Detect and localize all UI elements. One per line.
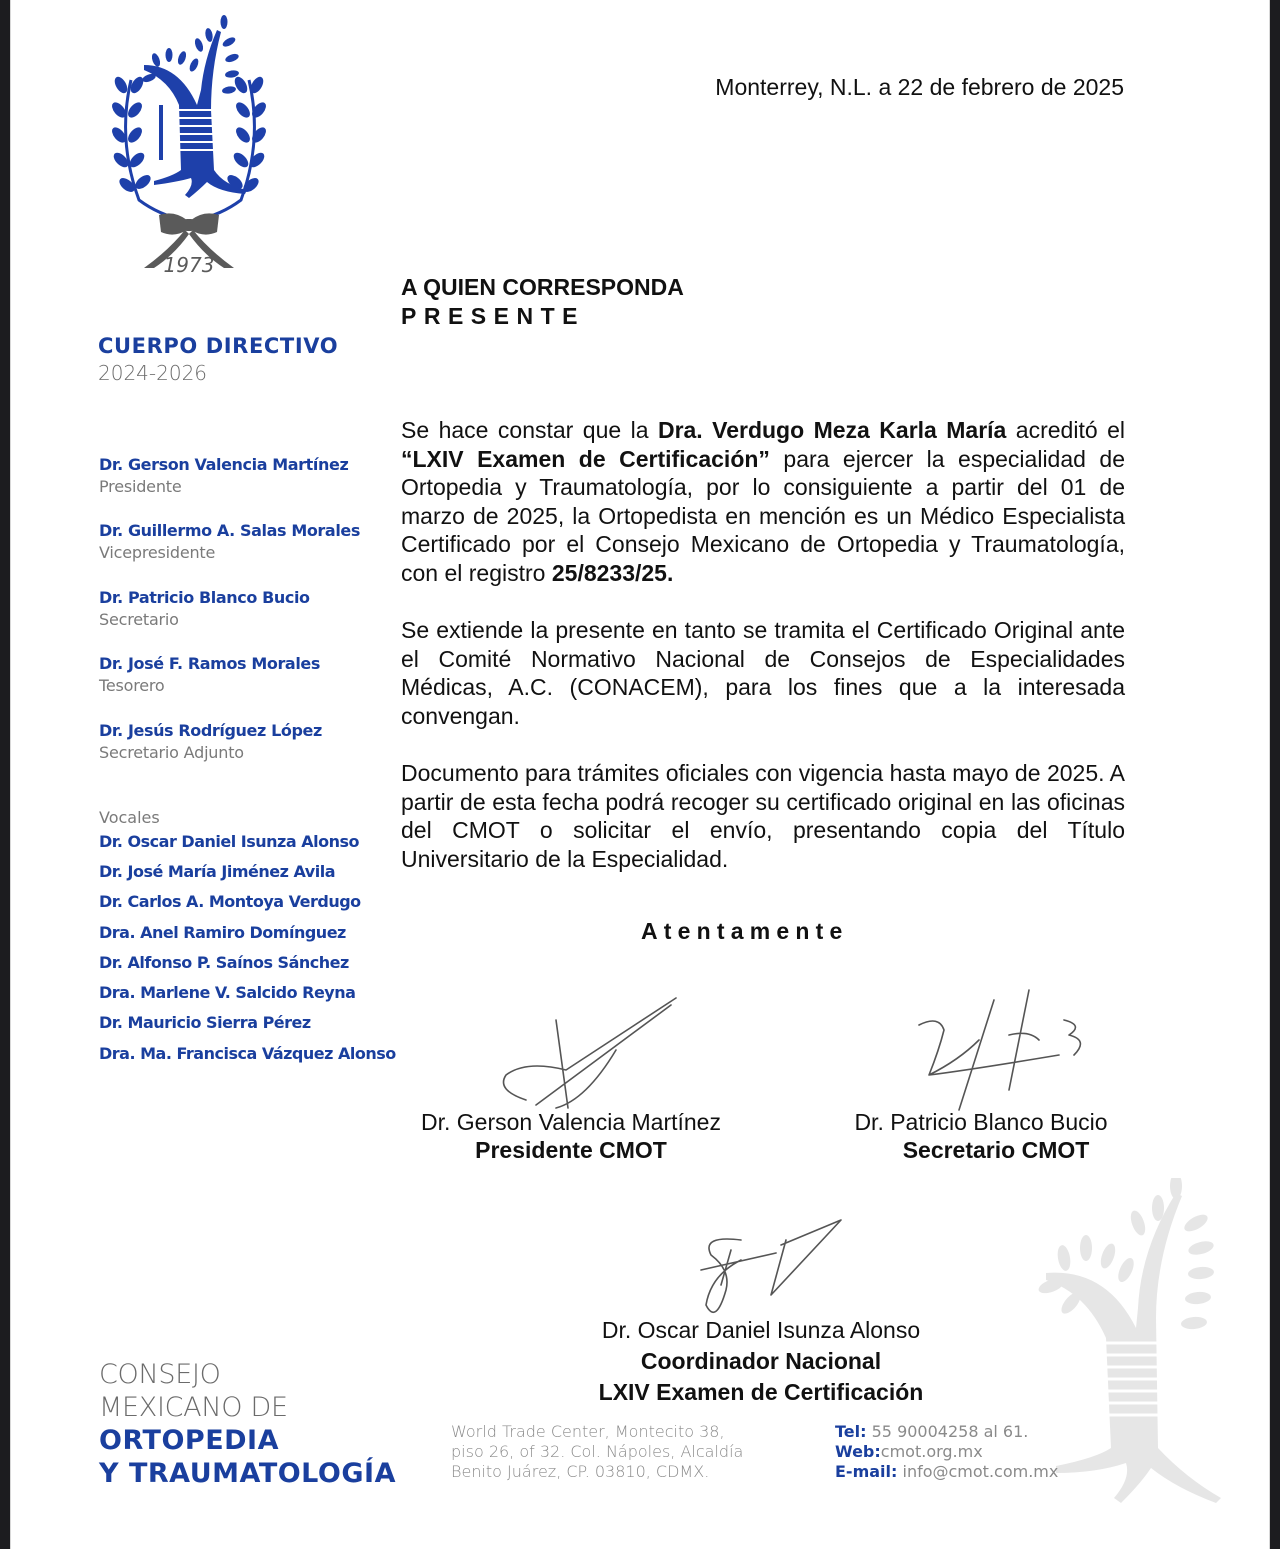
org-name-line3: ORTOPEDIA xyxy=(99,1425,279,1456)
signatory-title: Presidente CMOT xyxy=(475,1137,667,1163)
officer-name: Dr. José F. Ramos Morales xyxy=(99,654,320,673)
org-name-line4: Y TRAUMATOLOGÍA xyxy=(99,1458,396,1489)
vocal-name: Dr. Mauricio Sierra Pérez xyxy=(99,1013,311,1032)
email-label: E-mail: xyxy=(835,1462,898,1481)
contact-web xyxy=(835,1442,1058,1462)
org-name-line2: MEXICANO DE xyxy=(99,1392,288,1423)
officer-name: Dr. Guillermo A. Salas Morales xyxy=(99,521,360,540)
paragraph-text: acreditó el xyxy=(1006,417,1125,443)
address-line: piso 26, of 32. Col. Nápoles, Alcaldía xyxy=(451,1442,744,1461)
signature-coordinator-icon xyxy=(681,1215,861,1325)
board-period: 2024-2026 xyxy=(98,361,208,385)
email-value[interactable]: info@cmot.com.mx xyxy=(897,1462,1059,1481)
tel-value: 55 90004258 al 61. xyxy=(866,1422,1029,1441)
paragraph-text: para ejercer la especialidad de Ortopedia y Traumatología, por lo consiguiente a partir del 01 de marzo de 2025, la Ortopedista en mención es un Médico Especialista Certificado por el Consejo Mexicano de Ortopedia y Traumatología, con el registro xyxy=(401,445,1125,586)
officer-role: Tesorero xyxy=(99,676,165,695)
officer-name: Dr. Gerson Valencia Martínez xyxy=(99,455,349,474)
signatory-name: Dr. Oscar Daniel Isunza Alonso xyxy=(601,1317,921,1343)
vocal-name: Dra. Ma. Francisca Vázquez Alonso xyxy=(99,1044,396,1063)
contact-tel xyxy=(835,1422,1058,1442)
footer-contact xyxy=(835,1422,1058,1482)
officer-role: Vicepresidente xyxy=(99,543,216,562)
officer-entry xyxy=(99,454,348,498)
logo-year: 1973 xyxy=(163,253,215,277)
web-label: Web: xyxy=(835,1442,881,1461)
footer-address xyxy=(451,1422,743,1482)
org-name-line1: CONSEJO xyxy=(99,1359,221,1390)
officer-name: Dr. Jesús Rodríguez López xyxy=(99,721,322,740)
presente: PRESENTE xyxy=(401,303,585,329)
signature-secretary-icon xyxy=(899,980,1099,1120)
document-page xyxy=(10,0,1270,1549)
signatory-secretary xyxy=(831,1108,1131,1164)
addressee-block xyxy=(401,273,684,331)
tel-label: Tel: xyxy=(835,1422,867,1441)
signatory-title-2: LXIV Examen de Certificación xyxy=(598,1379,924,1405)
signatory-name: Dr. Patricio Blanco Bucio xyxy=(854,1109,1108,1135)
paragraph-validity: Documento para trámites oficiales con vigencia hasta mayo de 2025. A partir de esta fecha podrá recoger su certificado original en las oficinas del CMOT o solicitar el envío, presentando copia del Título Universitario de la Especialidad. xyxy=(401,760,1125,872)
officer-entry xyxy=(99,720,322,764)
vocal-name: Dr. Oscar Daniel Isunza Alonso xyxy=(99,832,359,851)
vocal-name: Dr. Alfonso P. Saínos Sánchez xyxy=(99,953,349,972)
paragraph-text: Se hace constar que la xyxy=(401,417,658,443)
officer-entry xyxy=(99,520,360,564)
vocal-name: Dra. Marlene V. Salcido Reyna xyxy=(99,983,356,1002)
address-line: World Trade Center, Montecito 38, xyxy=(451,1422,725,1441)
officer-role: Presidente xyxy=(99,477,182,496)
officer-name: Dr. Patricio Blanco Bucio xyxy=(99,588,310,607)
signatory-president xyxy=(401,1108,741,1164)
vocal-name: Dr. José María Jiménez Avila xyxy=(99,862,335,881)
address-line: Benito Juárez, CP. 03810, CDMX. xyxy=(451,1462,710,1481)
officer-entry xyxy=(99,587,310,631)
vocal-name: Dr. Carlos A. Montoya Verdugo xyxy=(99,892,361,911)
registration-number: 25/8233/25. xyxy=(551,559,674,586)
web-value[interactable]: cmot.org.mx xyxy=(880,1442,983,1461)
vocal-name: Dra. Anel Ramiro Domínguez xyxy=(99,923,346,942)
officer-role: Secretario xyxy=(99,610,179,629)
contact-email xyxy=(835,1462,1058,1482)
signatory-title: Secretario CMOT xyxy=(902,1137,1090,1163)
exam-name: “LXIV Examen de Certificación” xyxy=(401,445,770,472)
signatory-coordinator xyxy=(571,1316,951,1406)
board-title: CUERPO DIRECTIVO xyxy=(98,334,339,358)
addressee: A QUIEN CORRESPONDA xyxy=(401,274,684,300)
cmot-logo-icon xyxy=(99,10,279,280)
vocales-label: Vocales xyxy=(99,808,160,827)
signature-president-icon xyxy=(496,990,696,1110)
officer-role: Secretario Adjunto xyxy=(99,743,244,762)
place-date: Monterrey, N.L. a 22 de febrero de 2025 xyxy=(715,74,1124,100)
signatory-name: Dr. Gerson Valencia Martínez xyxy=(421,1109,721,1135)
signatory-title: Coordinador Nacional xyxy=(640,1348,882,1374)
officer-entry xyxy=(99,653,320,697)
closing: Atentamente xyxy=(641,918,849,944)
doctor-name: Dra. Verdugo Meza Karla María xyxy=(657,417,1007,443)
paragraph-certification xyxy=(401,416,1125,587)
paragraph-conacem: Se extiende la presente en tanto se tramita el Certificado Original ante el Comité Normativo Nacional de Consejos de Especialidades Médicas, A.C. (CONACEM), para los fines que a la interesada convengan. xyxy=(401,617,1125,729)
